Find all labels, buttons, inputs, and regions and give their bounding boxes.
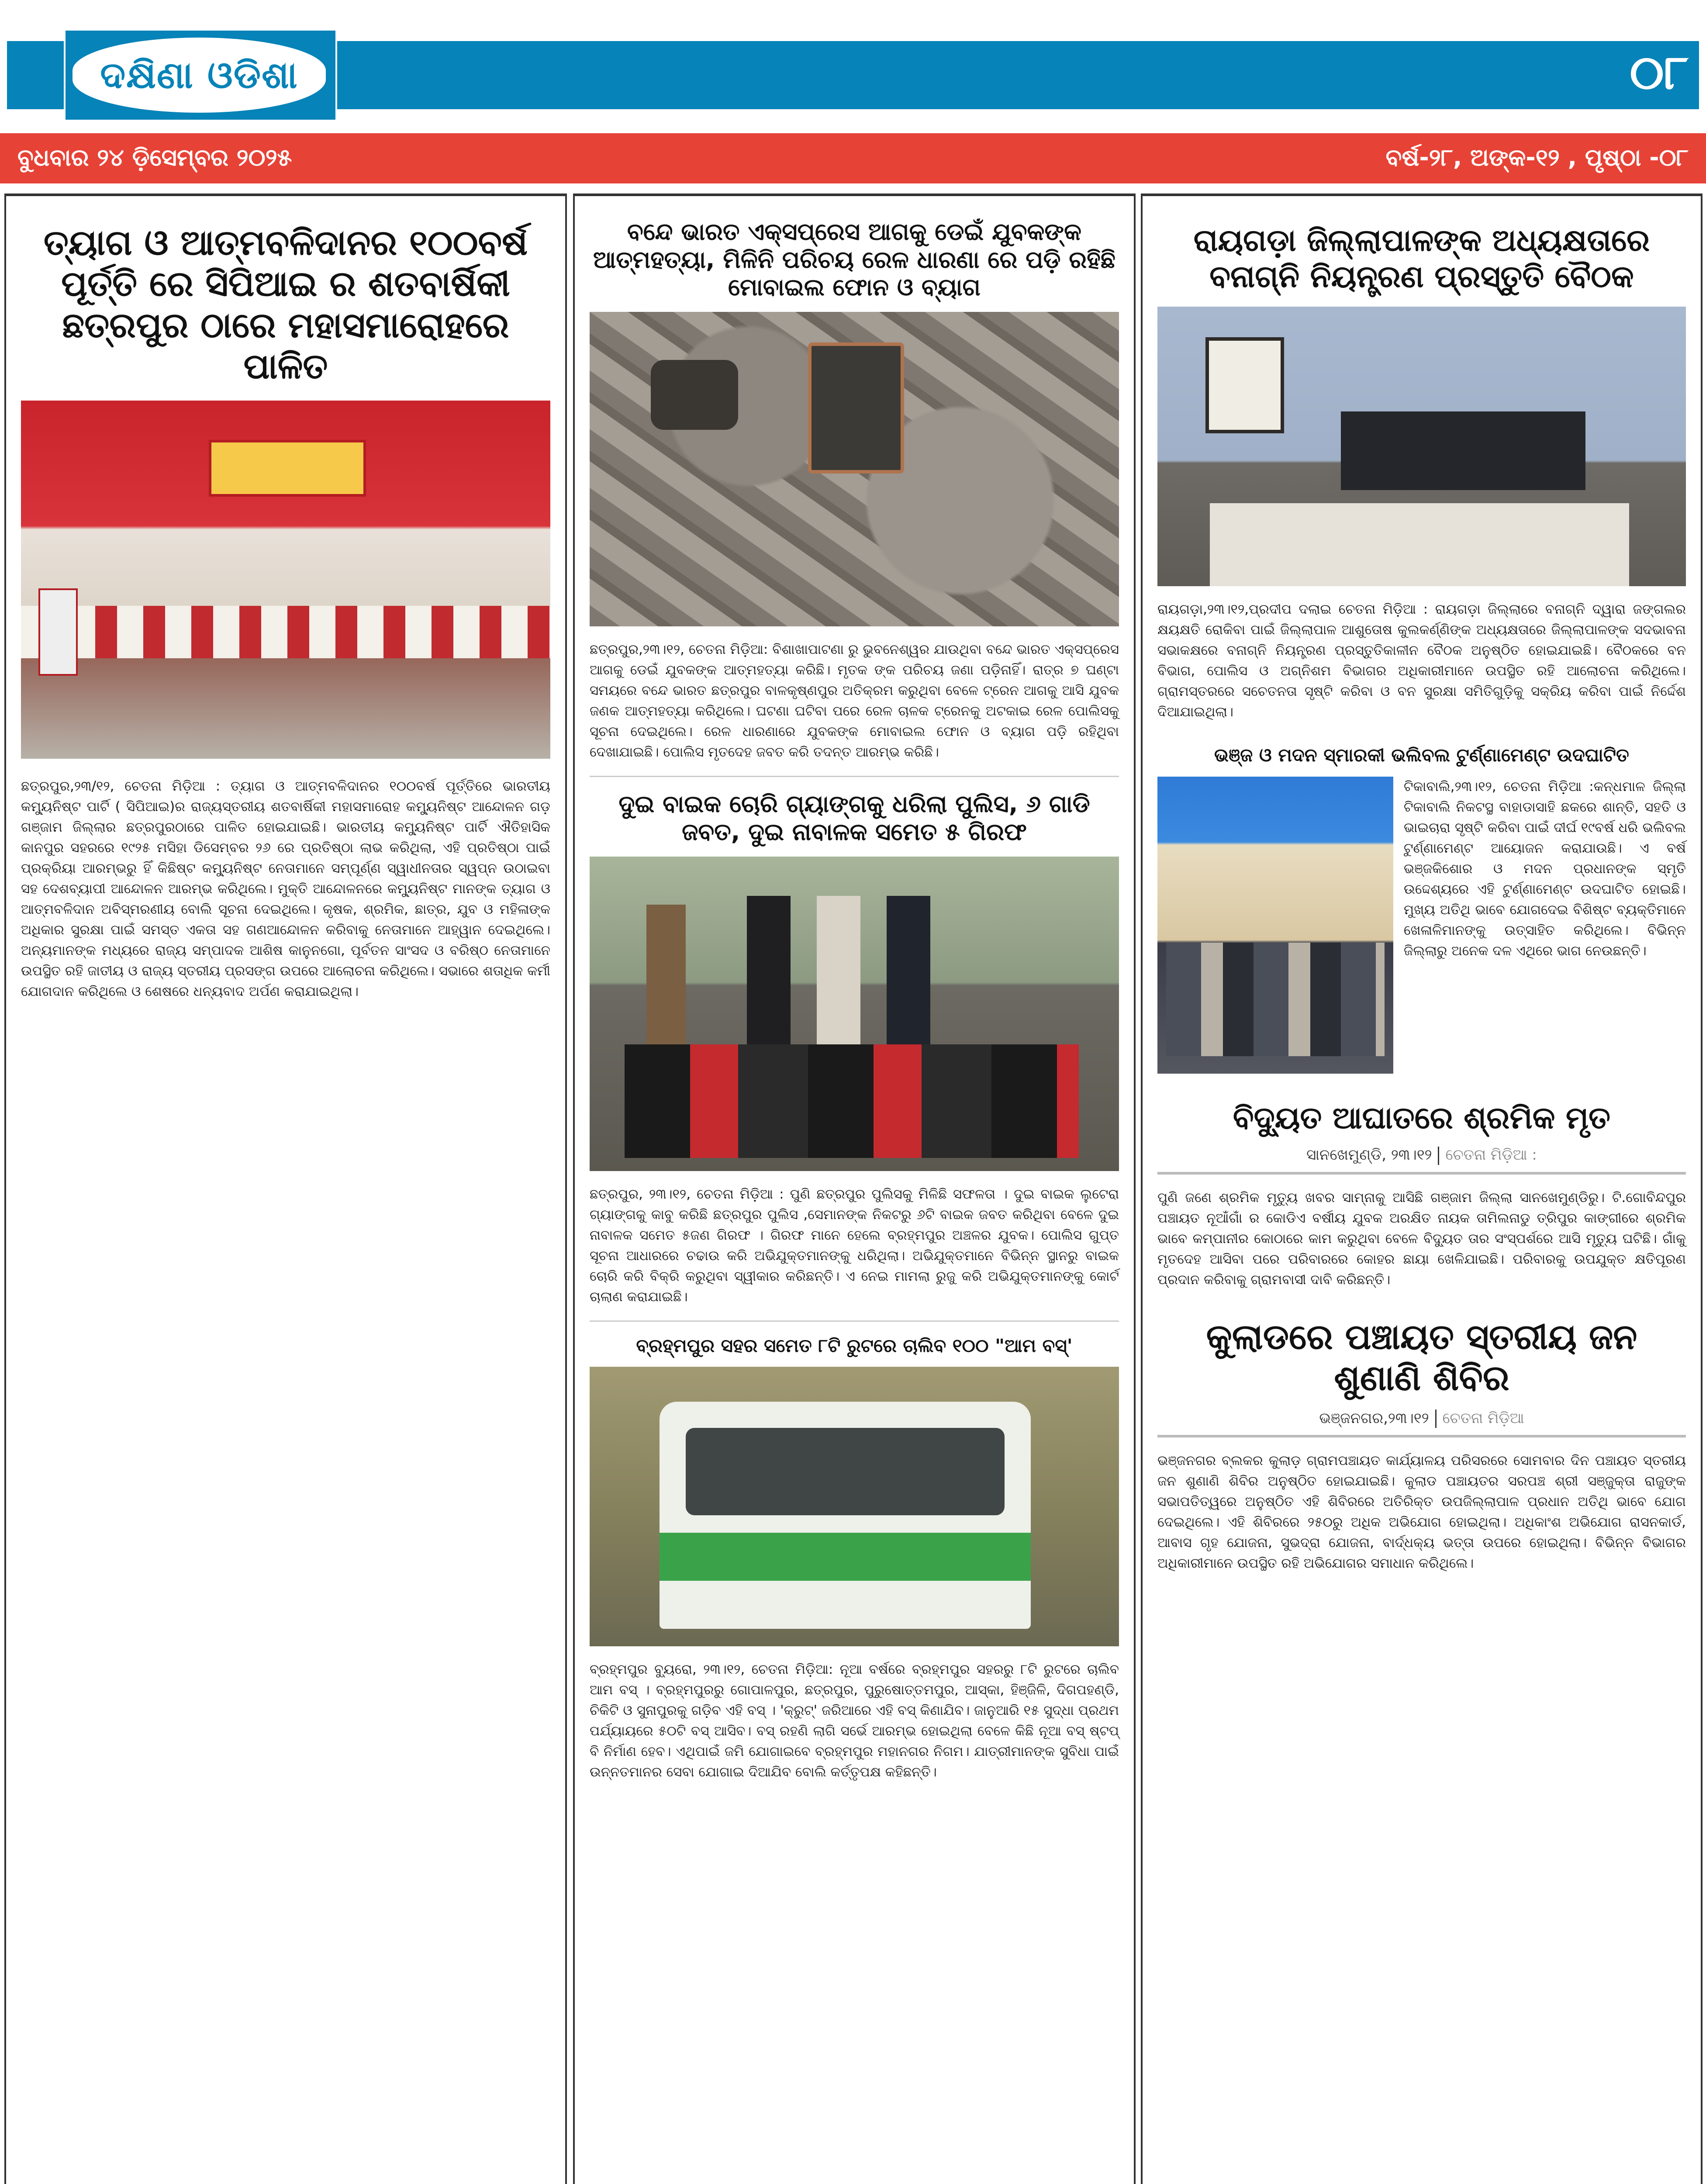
dateline	[1157, 1410, 1686, 1428]
headline: ରାୟଗଡ଼ା ଜିଲ୍ଲାପାଳଙ୍କ ଅଧ୍ୟକ୍ଷତାରେ ବନାଗ୍ନି ନିୟନ୍ତ୍ରଣ ପ୍ରସ୍ତୁତି ବୈଠକ	[1193, 222, 1650, 294]
columns	[0, 194, 1706, 2184]
bus-green-stripe	[660, 1533, 1031, 1581]
bus-body	[660, 1402, 1031, 1629]
accused-person	[817, 896, 860, 1044]
divider	[1157, 1435, 1686, 1438]
portrait-frame	[38, 588, 78, 676]
accused-person	[747, 896, 791, 1044]
photo-seized-bikes	[590, 857, 1119, 1171]
seized-motorbikes	[625, 1044, 1079, 1158]
article-body: ପୁଣି ଜଣେ ଶ୍ରମିକ ମୃତ୍ୟୁ ଖବର ସାମ୍ନାକୁ ଆସିଛି ଗଞ୍ଜାମ ଜିଲ୍ଲା ସାନଖେମୁଣ୍ଡିରୁ। ଟି.ଗୋବିନ୍ଦପୁର ପଞ୍ଚାୟତ ନୂଆଁଗାଁ ର କୋଡିଏ ବର୍ଷୀୟ ଯୁବକ ଅରକ୍ଷିତ ନାୟକ ତାମିଲନାଡୁ ତ୍ରିପୁର କାଙ୍ଗୀରେ ଶ୍ରମିକ ଭାବେ କମ୍ପାନୀର କୋଠାରେ କାମ କରୁଥିବା ବେଳେ ବିଦ୍ୟୁତ ତାର ସଂସ୍ପର୍ଶରେ ଆସି ମୃତ୍ୟୁ ଘଟିଛି। ଗାଁକୁ ମୃତଦେହ ଆସିବା ପରେ ପରିବାରରେ କୋହର ଛାୟା ଖେଳିଯାଇଛି। ପରିବାରକୁ ଉପଯୁକ୍ତ କ୍ଷତିପୂରଣ ପ୍ରଦାନ କରିବାକୁ ଗ୍ରାମବାସୀ ଦାବି କରିଛନ୍ତି।	[1157, 1189, 1686, 1288]
dateline-source: ଚେତନା ମିଡ଼ିଆ :	[1445, 1146, 1537, 1164]
wall-portrait	[1205, 337, 1284, 433]
article-body: ଛତ୍ରପୁର,୨୩।୧୨, ଚେତନା ମିଡ଼ିଆ: ବିଶାଖାପାଟଣା ରୁ ଭୁବନେଶ୍ୱର ଯାଉଥିବା ବନ୍ଦେ ଭାରତ ଏକ୍ସପ୍ରେସ ଆଗକୁ ଡେଇଁ ଯୁବକଙ୍କ ଆତ୍ମହତ୍ୟା କରିଛି। ମୃତକ ଙ୍କ ପରିଚୟ ଜଣା ପଡ଼ିନାହିଁ। ରାତ୍ର ୭ ଘଣ୍ଟା ସମୟରେ ବନ୍ଦେ ଭାରତ ଛତ୍ରପୁର ବାଳକୃଷ୍ଣପୁର ଅତିକ୍ରମ କରୁଥିବା ବେଳେ ଟ୍ରେନ ଆଗକୁ ଆସି ଯୁବକ ଜଣକ ଆତ୍ମହତ୍ୟା କରିଥିଲେ। ଘଟଣା ଘଟିବା ପରେ ରେଳ ଚାଳକ ଟ୍ରେନକୁ ଅଟକାଇ ରେଳ ପୋଲିସକୁ ସୂଚନା ଦେଇଥିଲେ। ରେଳ ଧାରଣାରେ ଯୁବକଙ୍କ ମୋବାଇଲ ଫୋନ ଓ ବ୍ୟାଗ ପଡ଼ି ରହିଥିବା ଦେଖାଯାଇଛି। ପୋଲିସ ମୃତଦେହ ଜବତ କରି ତଦନ୍ତ ଆରମ୍ଭ କରିଛି।	[590, 642, 1119, 760]
dateline	[1157, 1146, 1686, 1165]
article-rayagada-wildfire	[1157, 196, 1686, 722]
article-bike-theft	[590, 777, 1119, 1307]
meeting-table	[1210, 503, 1629, 586]
headline: ଭଞ୍ଜ ଓ ମଦନ ସ୍ମାରକୀ ଭଲିବଲ ଟୁର୍ଣ୍ଣାମେଣ୍ଟ ଉଦଘାଟିତ	[1214, 744, 1629, 766]
headline: କୁଲାଡରେ ପଞ୍ଚାୟତ ସ୍ତରୀୟ ଜନ ଶୁଣାଣି ଶିବିର	[1206, 1316, 1637, 1399]
dateline-bar	[0, 133, 1706, 183]
mobile-phone-image	[808, 342, 904, 473]
dateline-source: ଚେତନା ମିଡ଼ିଆ	[1442, 1409, 1524, 1427]
brand-pill	[73, 38, 326, 113]
photo-ama-bus	[590, 1367, 1119, 1646]
headline: ବ୍ରହ୍ମପୁର ସହର ସମେତ ୮ଟି ରୁଟରେ ଚାଲିବ ୧୦୦ "ଆମ ବସ୍'	[636, 1334, 1073, 1356]
bag-image	[651, 360, 738, 430]
column-left	[4, 194, 567, 2184]
headline: ତ୍ୟାଗ ଓ ଆତ୍ମବଳିଦାନର ୧୦୦ବର୍ଷ ପୂର୍ତ୍ତି ରେ ସିପିଆଇ ର ଶତବାର୍ଷିକୀ ଛତ୍ରପୁର ଠାରେ ମହାସମାରୋହରେ ପାଳିତ	[43, 222, 528, 387]
stage-banner	[209, 440, 366, 497]
accused-person	[887, 896, 930, 1044]
photo-cpi-rally	[21, 401, 550, 759]
issue-date: ବୁଧବାର ୨୪ ଡ଼ିସେମ୍ବର ୨୦୨୫	[17, 144, 292, 171]
dateline-separator	[1438, 1147, 1439, 1165]
photo-railway-track	[590, 312, 1119, 626]
police-officer	[646, 905, 686, 1044]
masthead	[0, 0, 1706, 131]
article-body: ଛତ୍ରପୁର, ୨୩।୧୨, ଚେତନା ମିଡ଼ିଆ : ପୁଣି ଛତ୍ରପୁର ପୁଲିସକୁ ମିଳିଛି ସଫଳତା । ଦୁଇ ବାଇକ ଲୁଟେରା ଗ୍ୟାଙ୍ଗକୁ କାବୁ କରିଛି ଛତ୍ରପୁର ପୁଲିସ ,ସେମାନଙ୍କ ନିକଟରୁ ୬ଟି ବାଇକ ଜବତ କରିଥିବା ବେଳେ ଦୁଇ ନାବାଳକ ସମେତ ୫ଜଣ ଗିରଫ । ଗିରଫ ମାନେ ହେଲେ ବ୍ରହ୍ମପୁର ଅଞ୍ଚଳର ଯୁବକ। ପୋଲିସ ଗୁପ୍ତ ସୂଚନା ଆଧାରରେ ଚଢାଉ କରି ଅଭିଯୁକ୍ତମାନଙ୍କୁ ଧରିଥିଲା। ଅଭିଯୁକ୍ତମାନେ ବିଭିନ୍ନ ସ୍ଥାନରୁ ବାଇକ ଚୋରି କରି ବିକ୍ରି କରୁଥିବା ସ୍ୱୀକାର କରିଛନ୍ତି। ଏ ନେଇ ମାମଲା ରୁଜୁ କରି ଅଭିଯୁକ୍ତମାନଙ୍କୁ କୋର୍ଟ ଚାଲାଣ କରାଯାଇଛି।	[590, 1186, 1119, 1305]
meeting-officials	[1341, 411, 1585, 490]
article-volleyball-tournament	[1157, 722, 1686, 1074]
photo-collector-meeting	[1157, 307, 1686, 586]
article-electrocution	[1157, 1074, 1686, 1290]
article-vande-bharat	[590, 196, 1119, 763]
article-body: ରାୟଗଡ଼ା,୨୩।୧୨,ପ୍ରଦୀପ ଦଲାଇ ଚେତନା ମିଡ଼ିଆ : ରାୟଗଡ଼ା ଜିଲ୍ଲାରେ ବନାଗ୍ନି ଦ୍ୱାରା ଜଙ୍ଗଲର କ୍ଷୟକ୍ଷତି ରୋକିବା ପାଇଁ ଜିଲ୍ଲାପାଳ ଆଶୁତୋଷ କୁଲକର୍ଣ୍ଣିଙ୍କ ଅଧ୍ୟକ୍ଷତାରେ ଜିଲ୍ଲାପାଳଙ୍କ ସଦଭାବନା ସଭାକକ୍ଷରେ ବନାଗ୍ନି ନିୟନ୍ତ୍ରଣ ପ୍ରସ୍ତୁତିକାଳୀନ ବୈଠକ ଅନୁଷ୍ଠିତ ହୋଇଯାଇଛି। ବୈଠକରେ ବନ ବିଭାଗ, ପୋଲିସ ଓ ଅଗ୍ନିଶମ ବିଭାଗର ଅଧିକାରୀମାନେ ଉପସ୍ଥିତ ରହି ଆଲୋଚନା କରିଥିଲେ। ଗ୍ରାମସ୍ତରରେ ସଚେତନତା ସୃଷ୍ଟି କରିବା ଓ ବନ ସୁରକ୍ଷା ସମିତିଗୁଡ଼ିକୁ ସକ୍ରିୟ କରିବା ପାଇଁ ନିର୍ଦ୍ଦେଶ ଦିଆଯାଇଥିଲା।	[1157, 601, 1686, 720]
headline: ବିଦ୍ୟୁତ ଆଘାତରେ ଶ୍ରମିକ ମୃତ	[1233, 1099, 1611, 1136]
column-right	[1141, 194, 1703, 2184]
article-body: ଭଞ୍ଜନଗର ବ୍ଲକର କୁଲାଡ଼ ଗ୍ରାମପଞ୍ଚାୟତ କାର୍ଯ୍ୟାଳୟ ପରିସରରେ ସୋମବାର ଦିନ ପଞ୍ଚାୟତ ସ୍ତରୀୟ ଜନ ଶୁଣାଣି ଶିବିର ଅନୁଷ୍ଠିତ ହୋଇଯାଇଛି। କୁଲାଡ ପଞ୍ଚାୟତର ସରପଞ୍ଚ ଶ୍ରୀ ସଞ୍ଜୁକ୍ତା ରାଜୁଙ୍କ ସଭାପତିତ୍ୱରେ ଅନୁଷ୍ଠିତ ଏହି ଶିବିରରେ ଅତିରିକ୍ତ ଉପଜିଲ୍ଲାପାଳ ପ୍ରଧାନ ଅତିଥି ଭାବେ ଯୋଗ ଦେଇଥିଲେ। ଏହି ଶିବିରରେ ୨୫୦ରୁ ଅଧିକ ଅଭିଯୋଗ ହୋଇଥିଲା। ଅଧିକାଂଶ ଅଭିଯୋଗ ରାସନକାର୍ଡ, ଆବାସ ଗୃହ ଯୋଜନା, ସୁଭଦ୍ରା ଯୋଜନା, ବାର୍ଦ୍ଧକ୍ୟ ଭତ୍ତା ଉପରେ ହୋଇଥିଲା। ବିଭିନ୍ନ ବିଭାଗର ଅଧିକାରୀମାନେ ଉପସ୍ଥିତ ରହି ଅଭିଯୋଗର ସମାଧାନ କରିଥିଲେ।	[1157, 1453, 1686, 1572]
dateline-place: ଭଞ୍ଜନଗର,୨୩।୧୨	[1319, 1409, 1429, 1427]
stage-people	[21, 606, 550, 658]
page-number: ୦୮	[1630, 45, 1689, 100]
bus-windshield	[686, 1428, 1005, 1515]
headline: ବନ୍ଦେ ଭାରତ ଏକ୍ସପ୍ରେସ ଆଗକୁ ଡେଇଁ ଯୁବକଙ୍କ ଆତ୍ମହତ୍ୟା, ମିଳିନି ପରିଚୟ ରେଳ ଧାରଣା ରେ ପଡ଼ି ରହିଛି ମୋବାଇଲ ଫୋନ ଓ ବ୍ୟାଗ	[593, 218, 1115, 301]
headline: ଦୁଇ ବାଇକ ଚୋରି ଗ୍ୟାଙ୍ଗକୁ ଧରିଲା ପୁଲିସ, ୬ ଗାଡି ଜବତ, ଦୁଇ ନାବାଳକ ସମେତ ୫ ଗିରଫ	[618, 790, 1090, 846]
article-kulad-hearing	[1157, 1290, 1686, 1574]
seated-guests	[1166, 943, 1385, 1056]
article-body: ଛତ୍ରପୁର,୨୩/୧୨, ଚେତନା ମିଡ଼ିଆ : ତ୍ୟାଗ ଓ ଆତ୍ମବଳିଦାନର ୧୦୦ବର୍ଷ ପୂର୍ତ୍ତିରେ ଭାରତୀୟ କମ୍ୟୁନିଷ୍ଟ ପାର୍ଟି ( ସିପିଆଇ)ର ରାଜ୍ୟସ୍ତରୀୟ ଶତବାର୍ଷିକୀ ମହାସମାରୋହ କମ୍ୟୁନିଷ୍ଟ ଆନ୍ଦୋଳନ ଗଡ଼ ଗଞ୍ଜାମ ଜିଲ୍ଲାର ଛତ୍ରପୁରଠାରେ ପାଳିତ ହୋଇଯାଇଛି। ଭାରତୀୟ କମ୍ୟୁନିଷ୍ଟ ପାର୍ଟି ଐତିହାସିକ କାନପୁର ସହରରେ ୧୯୨୫ ମସିହା ଡିସେମ୍ବର ୨୬ ରେ ପ୍ରତିଷ୍ଠା ଲାଭ କରିଥିଲା, ଏହି ପ୍ରତିଷ୍ଠା ପାଇଁ ପ୍ରକ୍ରିୟା ଆରମ୍ଭରୁ ହିଁ କିଛିଷ୍ଟ କମ୍ୟୁନିଷ୍ଟ ନେତାମାନେ ସମ୍ପୂର୍ଣ୍ଣ ସ୍ୱାଧୀନତାର ସ୍ୱପ୍ନ ଉଠାଇବା ସହ ଦେଶବ୍ୟାପୀ ଆନ୍ଦୋଳନ ଆରମ୍ଭ କରିଥିଲେ। ମୁକ୍ତି ଆନ୍ଦୋଳନରେ କମ୍ୟୁନିଷ୍ଟ ମାନଙ୍କ ତ୍ୟାଗ ଓ ଆତ୍ମବଳିଦାନ ଅବିସ୍ମରଣୀୟ ବୋଲି ସୂଚନା ଦେଇଥିଲେ। କୃଷକ, ଶ୍ରମିକ, ଛାତ୍ର, ଯୁବ ଓ ମହିଳାଙ୍କ ଅଧିକାର ସୁରକ୍ଷା ପାଇଁ ସମସ୍ତ ଏକତା ସହ ଗଣଆନ୍ଦୋଳନ କରିବାକୁ ନେତାମାନେ ଆହ୍ୱାନ ଦେଇଥିଲେ। ଅନ୍ୟମାନଙ୍କ ମଧ୍ୟରେ ରାଜ୍ୟ ସମ୍ପାଦକ ଆଶିଷ କାନୁନଗୋ, ପୂର୍ବତନ ସାଂସଦ ଓ ବରିଷ୍ଠ ନେତାମାନେ ଉପସ୍ଥିତ ରହି ଜାତୀୟ ଓ ରାଜ୍ୟ ସ୍ତରୀୟ ପ୍ରସଙ୍ଗ ଉପରେ ଆଲୋଚନା କରିଥିଲେ। ସଭାରେ ଶତାଧିକ କର୍ମୀ ଯୋଗଦାନ କରିଥିଲେ ଓ ଶେଷରେ ଧନ୍ୟବାଦ ଅର୍ପଣ କରାଯାଇଥିଲା।	[21, 778, 550, 999]
issue-volume: ବର୍ଷ-୨୮, ଅଙ୍କ-୧୨ , ପୃଷ୍ଠା -୦୮	[1385, 144, 1689, 171]
column-center	[573, 194, 1136, 2184]
brand-logo	[64, 31, 337, 120]
tournament-row	[1157, 777, 1686, 1074]
article-body-side: ଟିକାବାଲି,୨୩।୧୨, ଚେତନା ମିଡ଼ିଆ :କନ୍ଧମାଳ ଜିଲ୍ଲା ଟିକାବାଲି ନିକଟସ୍ଥ ବାହାଡାସାହି ଛକରେ ଶାନ୍ତି, ସହତି ଓ ଭାଇଚାରା ସୃଷ୍ଟି କରିବା ପାଇଁ ଦୀର୍ଘ ୧୯ବର୍ଷ ଧରି ଭଲିବଲ ଟୁର୍ଣ୍ଣାମେଣ୍ଟ ଆୟୋଜନ କରାଯାଉଛି। ଏ ବର୍ଷ ଭଞ୍ଜକିଶୋର ଓ ମଦନ ପ୍ରଧାନଙ୍କ ସ୍ମୃତି ଉଦ୍ଦେଶ୍ୟରେ ଏହି ଟୁର୍ଣ୍ଣାମେଣ୍ଟ ଉଦଘାଟିତ ହୋଇଛି। ମୁଖ୍ୟ ଅତିଥି ଭାବେ ଯୋଗଦେଇ ବିଶିଷ୍ଟ ବ୍ୟକ୍ତିମାନେ ଖେଳାଳିମାନଙ୍କୁ ଉତ୍ସାହିତ କରିଥିଲେ। ବିଭିନ୍ନ ଜିଲ୍ଲାରୁ ଅନେକ ଦଳ ଏଥିରେ ଭାଗ ନେଉଛନ୍ତି।	[1404, 778, 1686, 959]
divider	[1157, 1172, 1686, 1175]
photo-tournament-guests	[1157, 777, 1393, 1074]
article-body: ବ୍ରହ୍ମପୁର ବ୍ୟୁରୋ, ୨୩।୧୨, ଚେତନା ମିଡ଼ିଆ: ନୂଆ ବର୍ଷରେ ବ୍ରହ୍ମପୁର ସହରରୁ ୮ଟି ରୁଟରେ ଚାଲିବ ଆମ ବସ୍ । ବ୍ରହ୍ମପୁରରୁ ଗୋପାଳପୁର, ଛତ୍ରପୁର, ପୁରୁଷୋତ୍ତମପୁର, ଆସ୍କା, ହିଞ୍ଜିଳି, ଦିଗପହଣ୍ଡି, ଚିକିଟି ଓ ସୁନାପୁରକୁ ଗଡ଼ିବ ଏହି ବସ୍ । 'କ୍ରୁଟ୍' ଜରିଆରେ ଏହି ବସ୍ କିଣାଯିବ। ଜାନୁଆରି ୧୫ ସୁଦ୍ଧା ପ୍ରଥମ ପର୍ଯ୍ୟାୟରେ ୫୦ଟି ବସ୍ ଆସିବ। ବସ୍ ରହଣି ଲାଗି ସର୍ଭେ ଆରମ୍ଭ ହୋଇଥିଲା ବେଳେ କିଛି ନୂଆ ବସ୍ ଷ୍ଟପ୍ ବି ନିର୍ମାଣ ହେବ। ଏଥିପାଇଁ ଜମି ଯୋଗାଇବେ ବ୍ରହ୍ମପୁର ମହାନଗର ନିଗମ। ଯାତ୍ରୀମାନଙ୍କ ସୁବିଧା ପାଇଁ ଉନ୍ନତମାନର ସେବା ଯୋଗାଇ ଦିଆଯିବ ବୋଲି କର୍ତ୍ତୃପକ୍ଷ କହିଛନ୍ତି।	[590, 1662, 1119, 1780]
brand-name: ଦକ୍ଷିଣା ଓଡିଶା	[100, 53, 298, 97]
article-ama-bus	[590, 1322, 1119, 1783]
dateline-separator	[1435, 1410, 1437, 1428]
article-cpi-centenary	[21, 196, 550, 1002]
dateline-place: ସାନଖେମୁଣ୍ଡି, ୨୩।୧୨	[1306, 1146, 1432, 1164]
